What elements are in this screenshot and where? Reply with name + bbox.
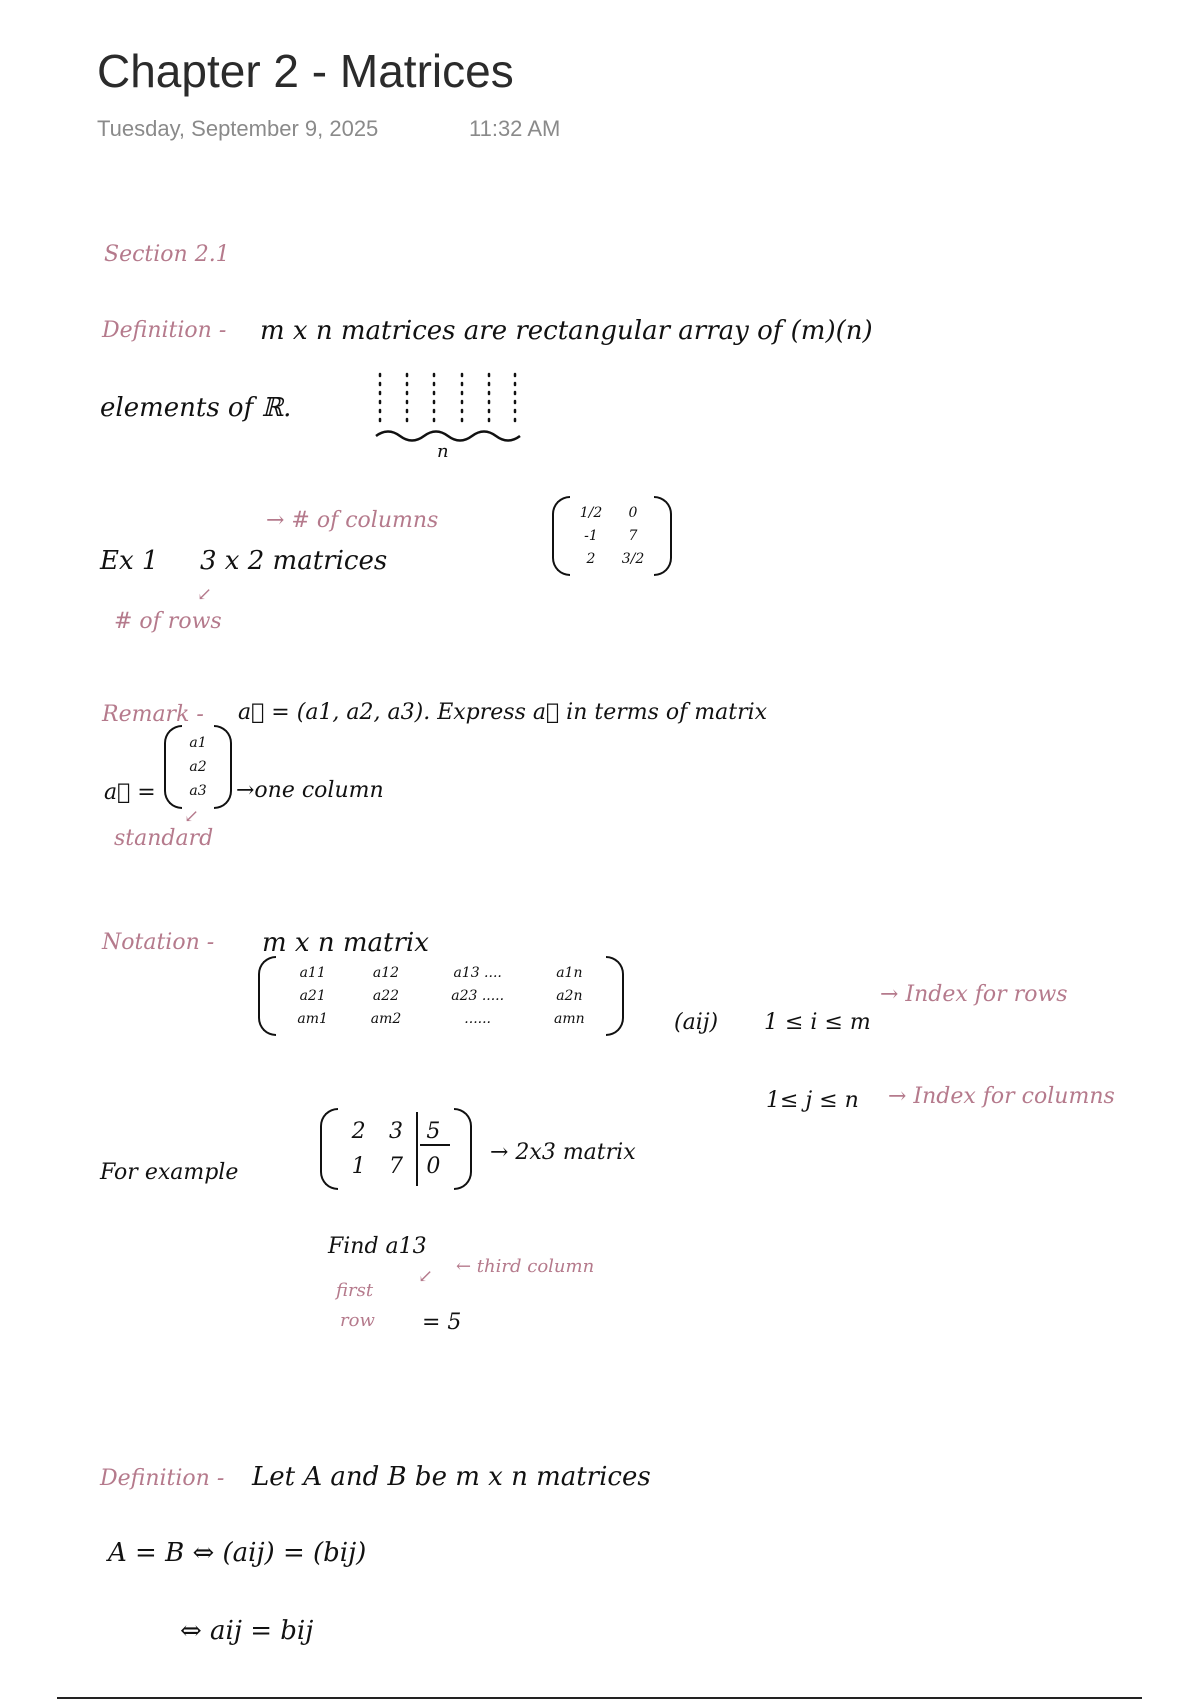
vector-cell: a3 <box>189 783 207 799</box>
matrix-cell: 1/2 <box>579 505 603 522</box>
page-bottom-rule <box>57 1697 1142 1699</box>
remark-label: Remark - <box>102 702 204 727</box>
j-index-note: → Index for columns <box>888 1084 1115 1109</box>
standard-note: standard <box>114 826 214 851</box>
columns-note: → # of columns <box>266 508 439 533</box>
matrix-cell: 2 <box>586 550 596 567</box>
example-matrix <box>552 496 672 576</box>
j-range: 1≤ j ≤ n <box>766 1088 859 1113</box>
matrix-cell: am1 <box>297 1010 328 1027</box>
vector-cell: a1 <box>189 735 207 751</box>
remark-text: a⃗ = (a1, a2, a3). Express a⃗ in terms of matrix <box>238 700 768 725</box>
rows-note: # of rows <box>114 609 222 634</box>
notation-heading: m x n matrix <box>262 928 429 958</box>
matrix-cell: 5 <box>426 1119 441 1144</box>
column-box <box>420 1114 450 1146</box>
matrix-cell: 3/2 <box>621 550 645 567</box>
matrix-cell: 0 <box>426 1154 441 1179</box>
matrix-cell: a23 ..... <box>451 987 505 1004</box>
definition2-text: Let A and B be m x n matrices <box>252 1462 651 1492</box>
i-range: 1 ≤ i ≤ m <box>764 1010 871 1035</box>
answer: = 5 <box>422 1310 462 1335</box>
matrix-cell: a2n <box>556 987 583 1004</box>
notation-label: Notation - <box>102 930 215 955</box>
n-label: n <box>437 441 449 462</box>
example2-matrix <box>320 1108 472 1190</box>
matrix-cell: 7 <box>388 1154 403 1179</box>
column-vector <box>164 725 232 809</box>
page-date: Tuesday, September 9, 2025 <box>97 116 379 141</box>
definition-text: m x n matrices are rectangular array of (m)(n) <box>260 316 873 346</box>
aij-notation: (aij) <box>674 1010 719 1035</box>
two-by-three-note: → 2x3 matrix <box>490 1140 636 1165</box>
page-time: 11:32 AM <box>469 116 561 141</box>
vector-cell: a2 <box>189 759 207 775</box>
rows-arrow: ↙ <box>197 584 213 605</box>
example-label: Ex 1 <box>100 546 159 576</box>
matrix-cell: a13 .... <box>453 965 502 982</box>
matrix-cell: am2 <box>370 1010 402 1027</box>
for-example-label: For example <box>100 1160 239 1185</box>
definition-text-line2: elements of ℝ. <box>100 393 292 423</box>
one-column-note: →one column <box>236 778 384 803</box>
remark-lhs: a⃗ = <box>104 780 156 805</box>
matrix-cell: amn <box>554 1010 585 1027</box>
equality-line-1: A = B ⇔ (aij) = (bij) <box>108 1538 367 1568</box>
first-row-arrow: ↙ <box>418 1266 434 1287</box>
standard-arrow: ↙ <box>184 806 200 827</box>
matrix-cell: 0 <box>628 505 638 522</box>
matrix-cell: a22 <box>372 987 400 1004</box>
third-column-note: ← third column <box>456 1256 595 1277</box>
matrix-cell: ...... <box>464 1010 491 1027</box>
matrix-cell: a11 <box>299 965 326 982</box>
find-a13: Find a13 <box>328 1234 427 1259</box>
matrix-cell: 2 <box>351 1119 366 1144</box>
matrix-cell: a21 <box>299 987 326 1004</box>
column-separator <box>416 1112 418 1186</box>
matrix-cell: 1 <box>351 1154 366 1179</box>
definition2-label: Definition - <box>100 1466 225 1491</box>
matrix-cell: a1n <box>556 965 583 982</box>
example-text: 3 x 2 matrices <box>200 546 388 576</box>
equality-line-2: ⇔ aij = bij <box>180 1616 314 1646</box>
page-title: Chapter 2 - Matrices <box>97 45 514 97</box>
i-index-note: → Index for rows <box>880 982 1068 1007</box>
dotted-columns-sketch <box>372 370 532 460</box>
matrix-cell: 3 <box>388 1119 403 1144</box>
matrix-cell: -1 <box>584 527 598 544</box>
general-matrix <box>258 956 624 1036</box>
section-heading: Section 2.1 <box>104 242 230 267</box>
definition-label: Definition - <box>102 318 227 343</box>
matrix-cell: a12 <box>372 965 400 982</box>
first-row-note-1: first <box>336 1280 374 1301</box>
matrix-cell: 7 <box>628 527 638 544</box>
first-row-note-2: row <box>340 1310 375 1331</box>
